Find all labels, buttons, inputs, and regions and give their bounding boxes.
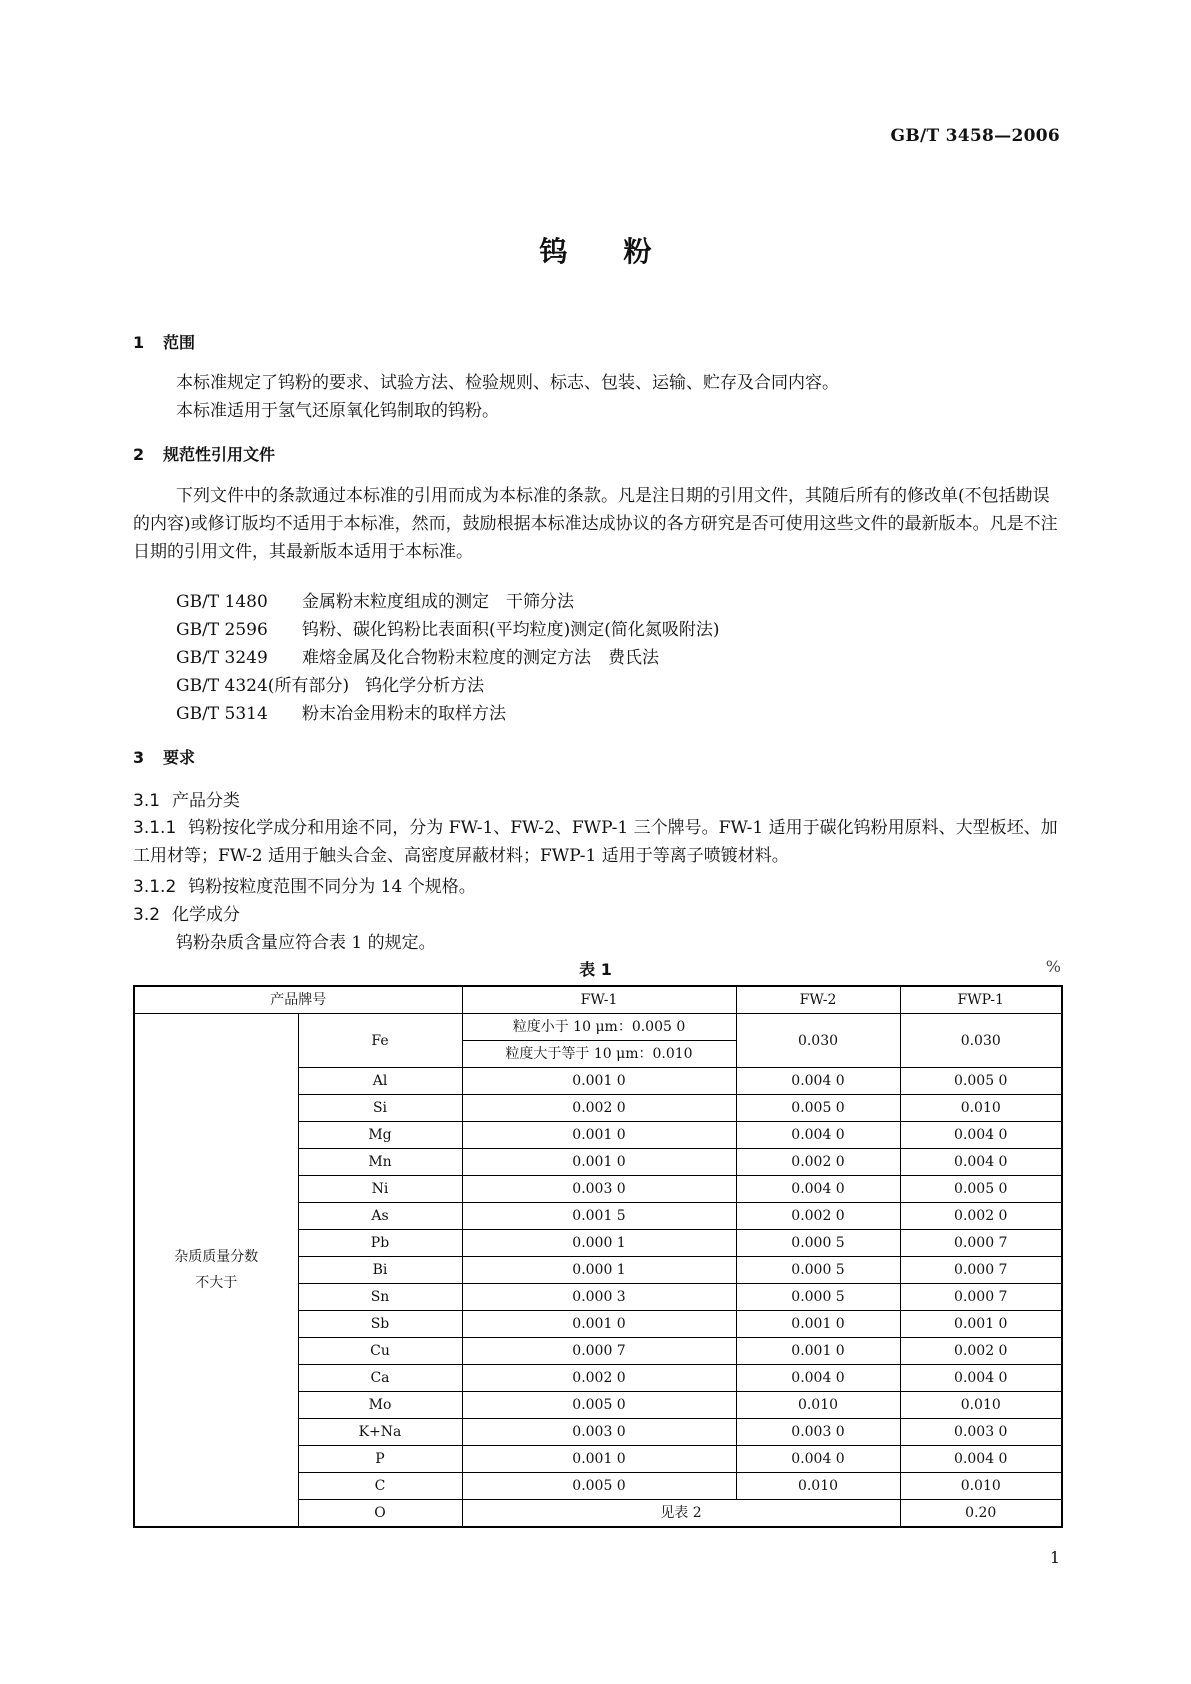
element-cell: O <box>298 1500 462 1528</box>
value-cell: 0.002 0 <box>900 1338 1062 1365</box>
element-cell: Sn <box>298 1284 462 1311</box>
element-cell: As <box>298 1203 462 1230</box>
clause-text: 产品分类 <box>172 791 241 811</box>
reference-item <box>176 699 506 724</box>
value-cell: 0.001 0 <box>736 1338 900 1365</box>
value-cell: 0.001 0 <box>462 1446 736 1473</box>
element-cell: Bi <box>298 1257 462 1284</box>
value-cell: 0.003 0 <box>462 1419 736 1446</box>
value-cell: 0.000 3 <box>462 1284 736 1311</box>
value-cell: 0.000 5 <box>736 1257 900 1284</box>
value-cell: 0.003 0 <box>900 1419 1062 1446</box>
value-cell: 0.000 7 <box>462 1338 736 1365</box>
clause-3-1 <box>133 786 240 811</box>
element-cell: Fe <box>298 1014 462 1068</box>
value-cell: 0.000 1 <box>462 1257 736 1284</box>
element-cell: K+Na <box>298 1419 462 1446</box>
reference-title: 钨粉、碳化钨粉比表面积(平均粒度)测定(简化氮吸附法) <box>302 620 720 640</box>
reference-item <box>176 671 484 696</box>
value-cell: 0.001 0 <box>736 1311 900 1338</box>
value-cell: 0.003 0 <box>462 1176 736 1203</box>
section-title: 范围 <box>163 333 196 352</box>
value-cell: 0.001 5 <box>462 1203 736 1230</box>
reference-title: 钨化学分析方法 <box>365 676 485 696</box>
group-label-cell: 杂质质量分数 不大于 <box>134 1014 298 1528</box>
element-cell: Mg <box>298 1122 462 1149</box>
element-cell: Pb <box>298 1230 462 1257</box>
paragraph: 本标准适用于氢气还原氧化钨制取的钨粉。 <box>176 401 499 421</box>
header-cell: FW-1 <box>462 986 736 1014</box>
value-cell: 0.000 7 <box>900 1257 1062 1284</box>
reference-item <box>176 615 720 640</box>
clause-text: 钨粉按化学成分和用途不同，分为 FW-1、FW-2、FWP-1 三个牌号。FW-1 适用于碳化钨粉用原料、大型板坯、加工用材等；FW-2 适用于触头合金、高密度屏蔽材料；FWP-1 适用于等离子喷镀材料。 <box>133 818 1058 866</box>
element-cell: Al <box>298 1068 462 1095</box>
header-cell: 产品牌号 <box>134 986 462 1014</box>
element-cell: Ni <box>298 1176 462 1203</box>
value-cell: 0.004 0 <box>900 1149 1062 1176</box>
clause-text: 钨粉按粒度范围不同分为 14 个规格。 <box>188 877 476 897</box>
element-cell: P <box>298 1446 462 1473</box>
reference-code: GB/T 3249 <box>176 648 268 668</box>
value-cell: 0.001 0 <box>462 1149 736 1176</box>
element-cell: Mo <box>298 1392 462 1419</box>
value-cell: 0.004 0 <box>736 1446 900 1473</box>
reference-title: 难熔金属及化合物粉末粒度的测定方法 费氏法 <box>302 648 659 668</box>
value-cell: 0.004 0 <box>900 1446 1062 1473</box>
clause-number: 3.1.2 <box>133 877 177 897</box>
value-cell: 0.002 0 <box>462 1095 736 1122</box>
section-3-heading <box>133 745 195 768</box>
value-cell: 0.000 7 <box>900 1284 1062 1311</box>
value-cell: 0.002 0 <box>900 1203 1062 1230</box>
element-cell: C <box>298 1473 462 1500</box>
table-header-row <box>134 986 1062 1014</box>
clause-3-1-1 <box>133 814 1061 870</box>
table-caption: 表 1 <box>579 960 612 979</box>
document-title: 钨粉 <box>539 235 708 268</box>
reference-item <box>176 587 574 612</box>
element-cell: Ca <box>298 1365 462 1392</box>
value-cell: 0.20 <box>900 1500 1062 1528</box>
reference-item <box>176 643 659 668</box>
value-cell: 0.005 0 <box>736 1095 900 1122</box>
value-cell: 0.001 0 <box>462 1122 736 1149</box>
value-cell: 0.004 0 <box>736 1176 900 1203</box>
header-cell: FWP-1 <box>900 986 1062 1014</box>
paragraph: 下列文件中的条款通过本标准的引用而成为本标准的条款。凡是注日期的引用文件，其随后所有的修改单(不包括勘误的内容)或修订版均不适用于本标准，然而，鼓励根据本标准达成协议的各方研究是否可使用这些文件的最新版本。凡是不注日期的引用文件，其最新版本适用于本标准。 <box>133 486 1058 562</box>
clause-3-2 <box>133 900 240 925</box>
section-2-heading <box>133 442 275 465</box>
paragraph: 钨粉杂质含量应符合表 1 的规定。 <box>176 933 436 953</box>
value-cell: 0.004 0 <box>736 1365 900 1392</box>
value-cell: 见表 2 <box>462 1500 900 1528</box>
value-cell: 0.002 0 <box>736 1203 900 1230</box>
clause-3-1-2 <box>133 872 476 897</box>
value-cell: 0.010 <box>900 1473 1062 1500</box>
page-number: 1 <box>1049 1548 1060 1567</box>
table-row <box>134 1014 1062 1041</box>
element-cell: Sb <box>298 1311 462 1338</box>
element-cell: Mn <box>298 1149 462 1176</box>
value-cell: 0.004 0 <box>900 1122 1062 1149</box>
section-number: 3 <box>133 748 145 767</box>
clause-number: 3.1.1 <box>133 818 177 838</box>
section-1-heading <box>133 330 195 353</box>
value-cell: 0.000 5 <box>736 1284 900 1311</box>
value-cell: 0.005 0 <box>462 1392 736 1419</box>
value-cell: 0.000 1 <box>462 1230 736 1257</box>
reference-code: GB/T 4324(所有部分) <box>176 676 350 696</box>
paragraph: 本标准规定了钨粉的要求、试验方法、检验规则、标志、包装、运输、贮存及合同内容。 <box>176 373 839 393</box>
clause-number: 3.2 <box>133 905 161 925</box>
value-cell: 粒度小于 10 μm：0.005 0 <box>462 1014 736 1041</box>
standard-code: GB/T 3458—2006 <box>890 126 1060 146</box>
value-cell: 0.001 0 <box>900 1311 1062 1338</box>
value-cell: 0.000 7 <box>900 1230 1062 1257</box>
value-cell: 粒度大于等于 10 μm：0.010 <box>462 1041 736 1068</box>
value-cell: 0.001 0 <box>462 1068 736 1095</box>
value-cell: 0.005 0 <box>900 1176 1062 1203</box>
value-cell: 0.004 0 <box>736 1068 900 1095</box>
value-cell: 0.030 <box>900 1014 1062 1068</box>
value-cell: 0.004 0 <box>900 1365 1062 1392</box>
reference-title: 粉末冶金用粉末的取样方法 <box>302 704 506 724</box>
value-cell: 0.002 0 <box>736 1149 900 1176</box>
value-cell: 0.000 5 <box>736 1230 900 1257</box>
section-number: 2 <box>133 445 145 464</box>
reference-code: GB/T 1480 <box>176 592 268 612</box>
element-cell: Si <box>298 1095 462 1122</box>
value-cell: 0.005 0 <box>462 1473 736 1500</box>
reference-code: GB/T 2596 <box>176 620 268 640</box>
clause-text: 化学成分 <box>172 905 241 925</box>
reference-title: 金属粉末粒度组成的测定 干筛分法 <box>302 592 574 612</box>
clause-number: 3.1 <box>133 791 161 811</box>
value-cell: 0.003 0 <box>736 1419 900 1446</box>
header-cell: FW-2 <box>736 986 900 1014</box>
section-number: 1 <box>133 333 145 352</box>
value-cell: 0.010 <box>900 1392 1062 1419</box>
value-cell: 0.010 <box>900 1095 1062 1122</box>
value-cell: 0.004 0 <box>736 1122 900 1149</box>
value-cell: 0.010 <box>736 1392 900 1419</box>
value-cell: 0.030 <box>736 1014 900 1068</box>
table-unit: % <box>1045 957 1061 976</box>
element-cell: Cu <box>298 1338 462 1365</box>
section-title: 要求 <box>163 748 196 767</box>
value-cell: 0.002 0 <box>462 1365 736 1392</box>
reference-code: GB/T 5314 <box>176 704 268 724</box>
section-title: 规范性引用文件 <box>163 445 276 464</box>
value-cell: 0.005 0 <box>900 1068 1062 1095</box>
value-cell: 0.001 0 <box>462 1311 736 1338</box>
value-cell: 0.010 <box>736 1473 900 1500</box>
impurity-table <box>133 985 1063 1528</box>
